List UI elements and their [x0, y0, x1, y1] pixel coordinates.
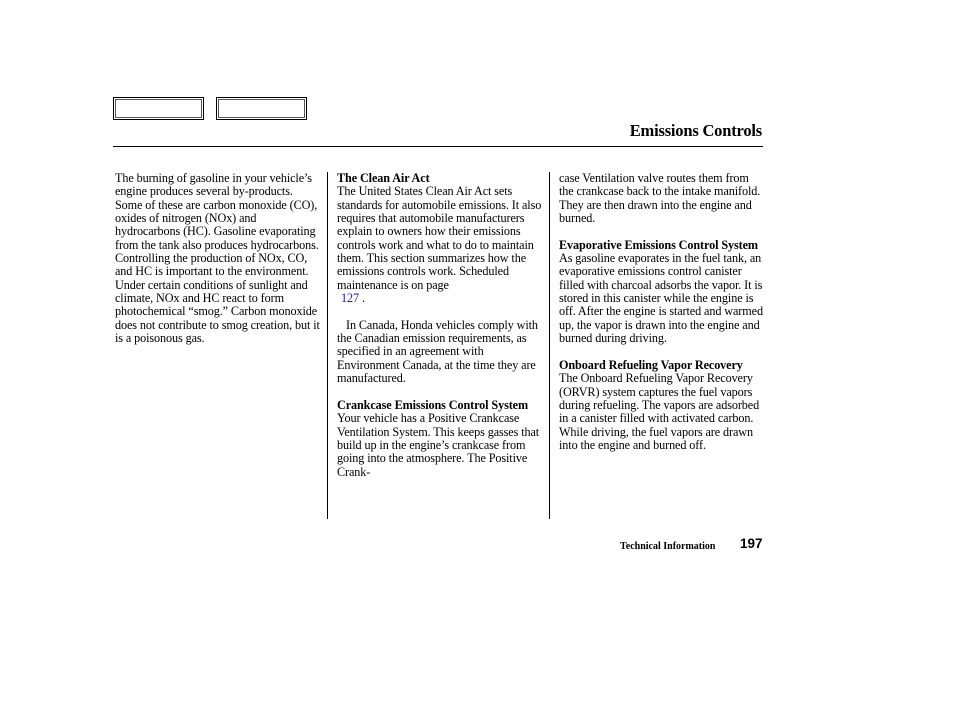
section-heading-crankcase: Crankcase Emissions Control System	[337, 397, 529, 412]
evaporative-paragraph: As gasoline evaporates in the fuel tank, an evaporative emissions control canister filled with charcoal adsorbs the vapor. It is stored in this canister while the engine is off. After the engine is started and warmed up, the vapor is drawn into the engine and burned during driving.	[559, 251, 763, 346]
crankcase-paragraph: Your vehicle has a Positive Crankcase Ventilation System. This keeps gasses that build up in the engine’s crankcase from going into the atmosphere. The Positive Crank-	[337, 411, 540, 479]
clean-air-text: The United States Clean Air Act sets standards for automobile emissions. It also requires that automobile manufacturers explain to owners how their emissions controls work and what to do to maintain them. This section summarizes how the emissions controls work. Scheduled maintenance is on page	[337, 184, 542, 292]
column-divider	[549, 172, 550, 519]
orvr-paragraph: The Onboard Refueling Vapor Recovery (ORVR) system captures the fuel vapors during refueling. The vapors are adsorbed in a canister filled with activated carbon. While driving, the fuel vapors are drawn into the engine and burned off.	[559, 371, 760, 452]
canada-paragraph: In Canada, Honda vehicles comply with the Canadian emission requirements, as specified in an agreement with Environment Canada, at the time they are manufactured.	[337, 317, 538, 386]
footer-section-label: Technical Information	[620, 541, 716, 552]
page-reference-suffix: .	[361, 291, 365, 306]
page-number: 197	[740, 536, 763, 551]
title-divider	[113, 146, 763, 147]
crankcase-continued-paragraph: case Ventilation valve routes them from the crankcase back to the intake manifold. They are then drawn into the engine and burned.	[559, 171, 761, 226]
section-heading-evaporative: Evaporative Emissions Control System	[559, 237, 758, 252]
section-heading-orvr: Onboard Refueling Vapor Recovery	[559, 357, 743, 372]
intro-paragraph: The burning of gasoline in your vehicle’s engine produces several by-products. Some of these are carbon monoxide (CO), oxides of nitrogen (NOx) and hydrocarbons (HC). Gasoline evaporating from the tank also produces hydrocarbons. Controlling the production of NOx, CO, and HC is important to the environment. Under certain conditions of sunlight and climate, NOx and HC react to form photochemical “smog.” Carbon monoxide does not contribute to smog creation, but it is a poisonous gas.	[115, 171, 320, 346]
text-column-1	[115, 172, 323, 345]
nav-button-main-menu[interactable]	[113, 97, 204, 120]
section-heading-clean-air-act: The Clean Air Act	[337, 171, 430, 185]
page-reference-link[interactable]: 127	[341, 291, 359, 306]
text-column-2	[337, 172, 542, 479]
clean-air-paragraph	[337, 185, 542, 305]
nav-button-index[interactable]	[216, 97, 307, 120]
column-divider	[327, 172, 328, 519]
text-column-3	[559, 172, 765, 452]
page-title: Emissions Controls	[629, 121, 762, 140]
